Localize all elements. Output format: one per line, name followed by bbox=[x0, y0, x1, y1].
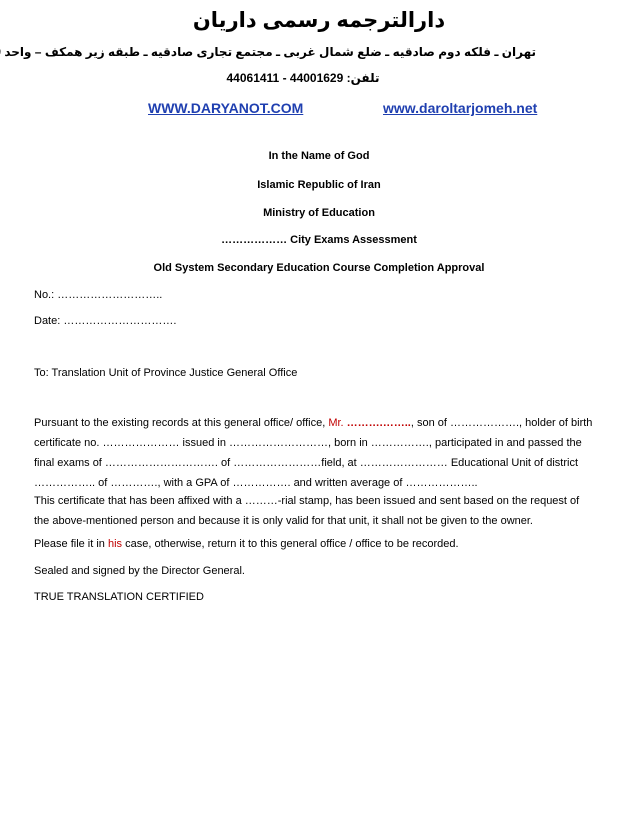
records-text-rest: , son of ………………., holder of birth certificate no. ………………… issued in ………………………, born in ……………., participated in and passed the final exams of …………………………. of ……………………field, at …………………… Educational Unit of district …………….. of …………., with a GPA of ……………. and written average of ……………….. bbox=[34, 417, 593, 489]
document-number: No.: ……………………….. bbox=[34, 289, 163, 301]
heading-exams-assessment: ……………… City Exams Assessment bbox=[221, 234, 417, 246]
file-text-start: Please file it in bbox=[34, 538, 108, 550]
heading-ministry: Ministry of Education bbox=[263, 207, 375, 219]
signature-note: Sealed and signed by the Director General. bbox=[34, 565, 245, 577]
document-title: Old System Secondary Education Course Completion Approval bbox=[153, 262, 485, 274]
heading-republic: Islamic Republic of Iran bbox=[257, 179, 381, 191]
heading-name-of-god: In the Name of God bbox=[268, 150, 370, 162]
daroltarjomeh-link[interactable]: www.daroltarjomeh.net bbox=[383, 100, 538, 116]
certificate-paragraph: This certificate that has been affixed with a ………-rial stamp, has been issued and sent based on the request of the above-mentioned person and because it is only valid for that unit, it shall not be given to the owner. bbox=[34, 495, 580, 527]
recipient-line: To: Translation Unit of Province Justice General Office bbox=[34, 367, 298, 379]
phone-numbers: 44061411 - 44001629 bbox=[226, 71, 344, 85]
office-address: تهران ـ فلکه دوم صادقیه ـ ضلع شمال غربی ـ مجتمع تجاری صادقیه ـ طبقه زیر همکف – واحد bbox=[4, 45, 536, 59]
records-paragraph bbox=[34, 413, 594, 493]
his-word: his bbox=[107, 538, 123, 550]
name-placeholder: ……….…….. bbox=[343, 417, 411, 429]
translator-office-title: دارالترجمه رسمی داریان bbox=[192, 9, 446, 32]
records-text-start: Pursuant to the existing records at this general office/ office, bbox=[34, 417, 329, 429]
file-text-rest: case, otherwise, return it to this general office / office to be recorded. bbox=[122, 538, 459, 550]
document-date: Date: …………………………. bbox=[34, 315, 177, 327]
translation-certified: TRUE TRANSLATION CERTIFIED bbox=[34, 591, 204, 603]
mr-title: Mr. bbox=[328, 417, 344, 429]
daryanot-link[interactable]: WWW.DARYANOT.COM bbox=[148, 100, 304, 116]
phone-label: تلفن: bbox=[346, 71, 380, 85]
office-phone bbox=[0, 71, 606, 85]
file-instruction bbox=[34, 534, 594, 554]
